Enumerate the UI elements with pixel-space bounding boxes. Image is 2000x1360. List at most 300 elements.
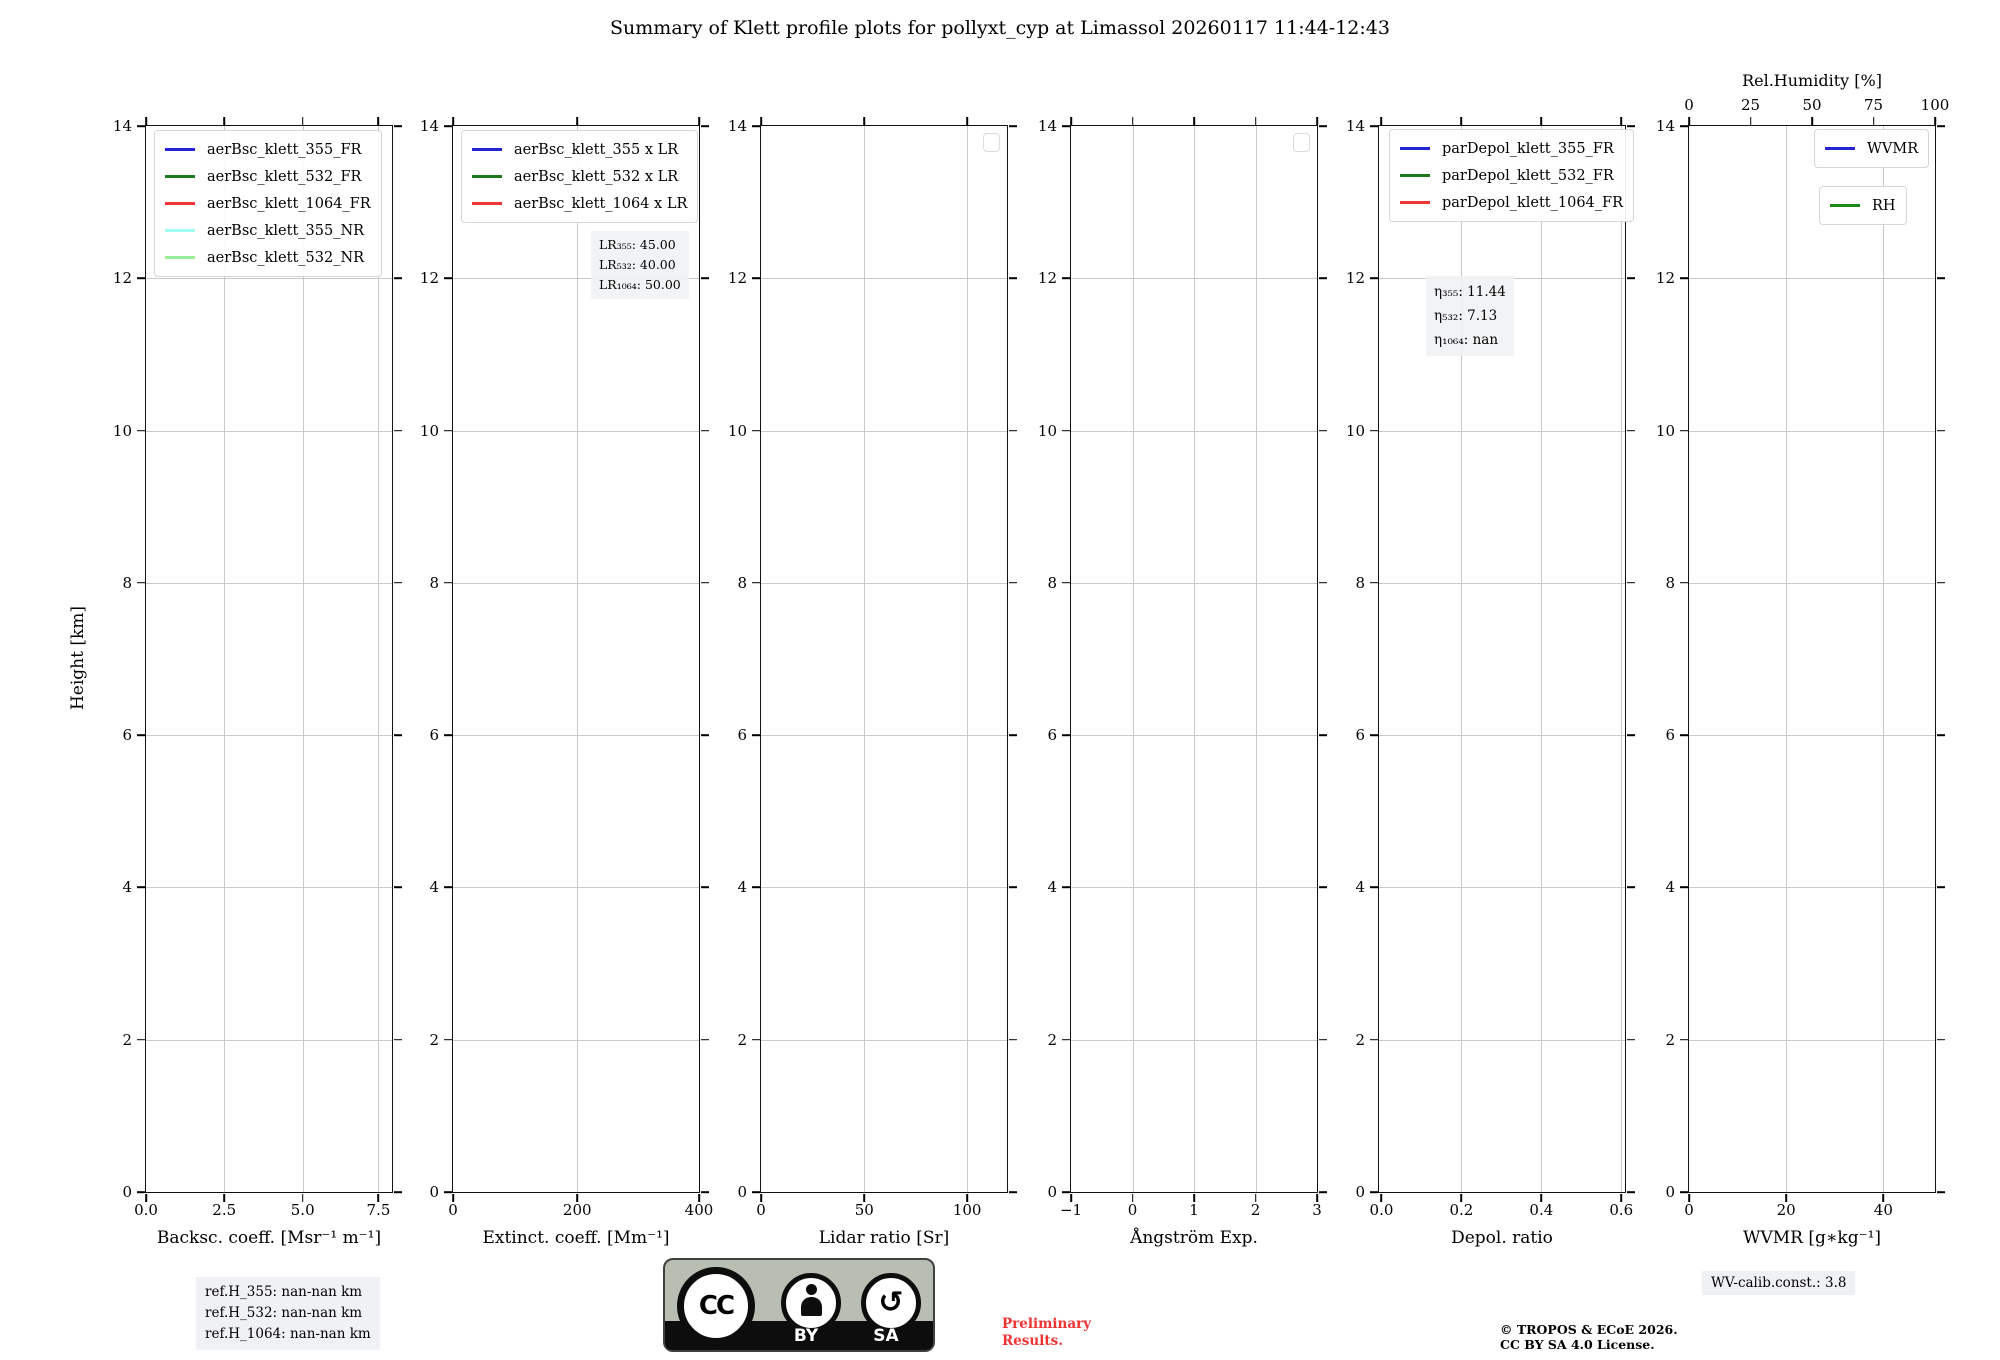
y-tick-mark: [1009, 125, 1017, 127]
y-tick-mark: [1062, 125, 1070, 127]
gridline-vertical: [1133, 126, 1134, 1192]
x-tick-mark-top: [1193, 117, 1195, 125]
y-tick-mark: [394, 734, 402, 736]
y-tick-mark: [752, 430, 760, 432]
gridline-horizontal: [761, 735, 1007, 736]
gridline-horizontal: [146, 583, 392, 584]
x-tick-mark-top: [576, 117, 578, 125]
x-tick-mark-top: [1750, 117, 1752, 125]
y-tick-label: 14: [727, 117, 747, 135]
legend-item: [472, 190, 687, 217]
legend-line-swatch: [472, 148, 502, 151]
gridline-horizontal: [1379, 735, 1625, 736]
y-tick-mark: [1009, 582, 1017, 584]
y-tick-label: 12: [1655, 269, 1675, 288]
y-tick-mark: [1319, 277, 1327, 279]
gridline-vertical: [864, 126, 865, 1192]
legend-item-label: aerBsc_klett_1064_FR: [207, 195, 371, 212]
gridline-horizontal: [1379, 583, 1625, 584]
y-tick-mark: [394, 1191, 402, 1193]
y-tick-mark: [701, 1191, 709, 1193]
x-tick-mark-top: [223, 117, 225, 125]
x-tick-mark-top: [1255, 117, 1257, 125]
legend-item: [1825, 135, 1918, 162]
y-tick-label: 2: [122, 1030, 132, 1049]
wv-calibration-annotation: WV-calib.const.: 3.8: [1702, 1271, 1855, 1295]
y-tick-mark: [1062, 734, 1070, 736]
subplot-backscatter: [112, 117, 393, 1248]
y-tick-label: 8: [429, 573, 439, 592]
y-tick-mark: [752, 887, 760, 889]
y-tick-label: 0: [1047, 1183, 1057, 1201]
subplot-wvmr: [1655, 71, 1950, 1248]
legend-box: [1819, 186, 1907, 225]
gridline-horizontal: [761, 431, 1007, 432]
reference-height-annotation: [196, 1277, 380, 1350]
x-tick-mark-top: [1811, 117, 1813, 125]
y-tick-mark: [701, 1039, 709, 1041]
legend-line-swatch: [165, 148, 195, 151]
legend-item: [165, 217, 371, 244]
y-tick-label: 10: [1655, 421, 1675, 440]
gridline-horizontal: [453, 1040, 699, 1041]
y-tick-mark: [752, 1191, 760, 1193]
gridline-horizontal: [761, 278, 1007, 279]
cc-sharealike-icon: ↺: [861, 1273, 921, 1333]
legend-item: [1400, 135, 1623, 162]
legend-box: [154, 130, 382, 277]
annotation-line: LR₃₅₅: 45.00: [599, 237, 676, 252]
x-tick-mark-top: [760, 117, 762, 125]
cc-sa-label: SA: [873, 1326, 899, 1346]
legend-item-label: WVMR: [1867, 140, 1919, 157]
x-tick-label: 20: [1776, 1201, 1796, 1219]
y-tick-label: 14: [1037, 117, 1057, 135]
legend-item: [165, 163, 371, 190]
legend-item-label: aerBsc_klett_355_FR: [207, 141, 362, 158]
y-tick-mark: [1009, 1191, 1017, 1193]
gridline-horizontal: [761, 583, 1007, 584]
legend-item-label: parDepol_klett_1064_FR: [1442, 194, 1624, 211]
y-tick-label: 14: [1655, 117, 1675, 135]
top-tick-label: 100: [1920, 96, 1950, 114]
y-tick-label: 0: [737, 1183, 747, 1201]
legend-item: [472, 136, 687, 163]
y-tick-mark: [701, 734, 709, 736]
y-tick-mark: [1370, 125, 1378, 127]
legend-item: [472, 163, 687, 190]
x-tick-mark-top: [302, 117, 304, 125]
gridline-vertical: [577, 126, 578, 1192]
y-tick-mark: [1319, 125, 1327, 127]
y-tick-mark: [1627, 1039, 1635, 1041]
annotation-line: LR₅₃₂: 40.00: [599, 257, 676, 272]
y-tick-label: 2: [1665, 1030, 1675, 1049]
y-tick-mark: [1627, 582, 1635, 584]
gridline-vertical: [1621, 126, 1622, 1192]
gridline-horizontal: [761, 887, 1007, 888]
legend-item: [165, 244, 371, 271]
y-tick-mark: [444, 125, 452, 127]
y-tick-mark: [137, 277, 145, 279]
gridline-horizontal: [146, 887, 392, 888]
gridline-horizontal: [1689, 583, 1935, 584]
x-axis-label: WVMR [g∗kg⁻¹]: [1742, 1228, 1882, 1248]
subplot-lidar-ratio: [727, 117, 1008, 1248]
legend-item-label: aerBsc_klett_355 x LR: [514, 141, 679, 158]
y-tick-label: 10: [1345, 421, 1365, 440]
y-tick-mark: [1319, 1039, 1327, 1041]
y-tick-mark: [1627, 430, 1635, 432]
y-tick-mark: [444, 582, 452, 584]
gridline-vertical: [1883, 126, 1884, 1192]
y-tick-mark: [394, 887, 402, 889]
x-tick-label: 0: [448, 1201, 458, 1219]
y-tick-mark: [1680, 277, 1688, 279]
y-tick-mark: [701, 277, 709, 279]
y-tick-label: 12: [419, 269, 439, 288]
subplot-angstrom: [1037, 117, 1322, 1248]
y-tick-mark: [701, 125, 709, 127]
legend-line-swatch: [1830, 204, 1860, 207]
y-tick-label: 4: [737, 878, 747, 897]
gridline-horizontal: [146, 431, 392, 432]
gridline-vertical: [967, 126, 968, 1192]
y-tick-label: 2: [429, 1030, 439, 1049]
gridline-vertical: [224, 126, 225, 1192]
y-tick-label: 8: [737, 573, 747, 592]
gridline-horizontal: [453, 583, 699, 584]
legend-line-swatch: [472, 202, 502, 205]
legend-item-label: RH: [1872, 197, 1896, 214]
y-tick-mark: [444, 887, 452, 889]
x-tick-label: 0.4: [1529, 1201, 1554, 1219]
y-tick-mark: [1319, 582, 1327, 584]
y-tick-mark: [444, 430, 452, 432]
y-tick-mark: [444, 277, 452, 279]
annotation-line: η₅₃₂: 7.13: [1434, 308, 1498, 324]
y-tick-mark: [1009, 1039, 1017, 1041]
y-tick-mark: [137, 887, 145, 889]
legend-line-swatch: [165, 229, 195, 232]
y-tick-label: 6: [1355, 726, 1365, 745]
gridline-horizontal: [453, 431, 699, 432]
y-tick-mark: [1009, 430, 1017, 432]
legend-line-swatch: [472, 175, 502, 178]
y-tick-label: 14: [1345, 117, 1365, 135]
y-tick-label: 4: [1047, 878, 1057, 897]
gridline-horizontal: [1689, 735, 1935, 736]
y-tick-mark: [1937, 430, 1945, 432]
y-tick-mark: [1937, 887, 1945, 889]
y-tick-mark: [394, 1039, 402, 1041]
x-tick-label: 0.0: [134, 1201, 158, 1219]
y-tick-label: 10: [112, 421, 132, 440]
gridline-vertical: [1256, 126, 1257, 1192]
legend-line-swatch: [165, 202, 195, 205]
top-tick-label: 75: [1863, 96, 1884, 114]
gridline-vertical: [378, 126, 379, 1192]
x-axis-label: Extinct. coeff. [Mm⁻¹]: [482, 1228, 670, 1248]
y-tick-mark: [137, 582, 145, 584]
y-tick-mark: [1370, 1191, 1378, 1193]
y-tick-label: 10: [727, 421, 747, 440]
x-tick-label: 0: [1684, 1201, 1694, 1219]
y-axis-label: Height [km]: [68, 605, 88, 711]
cc-logo-icon: CC: [677, 1267, 755, 1345]
y-tick-mark: [1370, 430, 1378, 432]
y-tick-mark: [444, 734, 452, 736]
ref-height-355: ref.H_355: nan-nan km: [205, 1284, 363, 1300]
x-tick-mark-top: [1621, 117, 1623, 125]
y-tick-label: 0: [122, 1183, 132, 1201]
y-tick-mark: [1319, 734, 1327, 736]
y-tick-mark: [1627, 734, 1635, 736]
legend-line-swatch: [1400, 201, 1430, 204]
legend-item: [1400, 162, 1623, 189]
y-tick-label: 4: [122, 878, 132, 897]
gridline-horizontal: [146, 735, 392, 736]
y-tick-label: 0: [429, 1183, 439, 1201]
x-axis-label: Depol. ratio: [1451, 1228, 1553, 1248]
x-tick-label: 50: [854, 1201, 874, 1219]
legend-line-swatch: [1825, 147, 1855, 150]
y-tick-label: 14: [112, 117, 132, 135]
figure-title: Summary of Klett profile plots for pollyxt_cyp at Limassol 20260117 11:44-12:43: [610, 17, 1390, 39]
legend-box: [1814, 129, 1929, 168]
gridline-horizontal: [146, 278, 392, 279]
x-tick-mark-top: [1541, 117, 1543, 125]
y-tick-mark: [1680, 734, 1688, 736]
y-tick-mark: [701, 430, 709, 432]
legend-item: [1830, 192, 1896, 219]
ref-height-532: ref.H_532: nan-nan km: [205, 1305, 363, 1321]
y-tick-mark: [394, 125, 402, 127]
y-tick-label: 12: [1037, 269, 1057, 288]
y-tick-label: 6: [122, 726, 132, 745]
y-tick-mark: [1627, 277, 1635, 279]
x-tick-label: −1: [1059, 1201, 1083, 1219]
x-tick-label: 0: [756, 1201, 766, 1219]
x-tick-label: 200: [562, 1201, 592, 1219]
x-tick-label: 40: [1873, 1201, 1893, 1219]
y-tick-mark: [1370, 887, 1378, 889]
top-tick-label: 50: [1802, 96, 1822, 114]
y-tick-label: 12: [1345, 269, 1365, 288]
legend-item-label: aerBsc_klett_532_FR: [207, 168, 362, 185]
legend-item-label: aerBsc_klett_355_NR: [207, 222, 365, 239]
y-tick-label: 6: [429, 726, 439, 745]
y-tick-mark: [1937, 582, 1945, 584]
legend-line-swatch: [165, 175, 195, 178]
y-tick-label: 10: [419, 421, 439, 440]
y-tick-label: 10: [1037, 421, 1057, 440]
gridline-horizontal: [453, 887, 699, 888]
gridline-vertical: [1194, 126, 1195, 1192]
copyright-note: © TROPOS & ECoE 2026. CC BY SA 4.0 License.: [1500, 1322, 1678, 1352]
gridline-horizontal: [1379, 431, 1625, 432]
y-tick-mark: [1680, 430, 1688, 432]
x-tick-mark-top: [452, 117, 454, 125]
gridline-vertical: [1541, 126, 1542, 1192]
x-tick-mark-top: [1934, 117, 1936, 125]
legend-line-swatch: [165, 256, 195, 259]
top-axis-label: Rel.Humidity [%]: [1742, 71, 1882, 90]
x-tick-label: 0.0: [1369, 1201, 1394, 1219]
subplot-depol-ratio: [1345, 117, 1634, 1248]
y-tick-label: 8: [122, 573, 132, 592]
cc-attribution-icon: [781, 1273, 841, 1333]
annotation-line: η₃₅₅: 11.44: [1434, 284, 1506, 300]
x-tick-label: 400: [684, 1201, 714, 1219]
y-tick-mark: [1009, 887, 1017, 889]
x-tick-mark-top: [1132, 117, 1134, 125]
legend-item-label: aerBsc_klett_532 x LR: [514, 168, 679, 185]
y-tick-mark: [1627, 1191, 1635, 1193]
y-tick-label: 8: [1355, 573, 1365, 592]
gridline-horizontal: [1689, 278, 1935, 279]
legend-line-swatch: [1400, 147, 1430, 150]
ref-height-1064: ref.H_1064: nan-nan km: [205, 1326, 371, 1342]
x-tick-label: 1: [1189, 1201, 1199, 1219]
gridline-horizontal: [146, 1040, 392, 1041]
y-tick-label: 8: [1047, 573, 1057, 592]
y-tick-mark: [1680, 887, 1688, 889]
legend-item: [1400, 189, 1623, 216]
y-tick-label: 12: [112, 269, 132, 288]
top-tick-label: 0: [1684, 96, 1694, 114]
gridline-vertical: [1786, 126, 1787, 1192]
x-axis-label: Ångström Exp.: [1130, 1228, 1258, 1248]
legend-item-label: aerBsc_klett_532_NR: [207, 249, 365, 266]
x-tick-mark-top: [1461, 117, 1463, 125]
legend-box: [1389, 129, 1634, 222]
y-tick-mark: [444, 1039, 452, 1041]
y-tick-label: 6: [737, 726, 747, 745]
y-tick-mark: [1319, 1191, 1327, 1193]
x-tick-label: 2.5: [212, 1201, 237, 1219]
annotation-line: LR₁₀₆₄: 50.00: [599, 277, 681, 292]
y-tick-mark: [701, 582, 709, 584]
y-tick-mark: [1937, 1191, 1945, 1193]
gridline-horizontal: [1689, 887, 1935, 888]
gridline-horizontal: [1379, 1040, 1625, 1041]
y-tick-mark: [1370, 582, 1378, 584]
y-tick-mark: [752, 1039, 760, 1041]
empty-legend-box: [1293, 133, 1310, 152]
x-tick-mark-top: [1070, 117, 1072, 125]
y-tick-label: 4: [429, 878, 439, 897]
y-tick-mark: [752, 125, 760, 127]
y-tick-label: 0: [1665, 1183, 1675, 1201]
y-tick-mark: [1680, 1039, 1688, 1041]
x-tick-mark-top: [864, 117, 866, 125]
x-axis-label: Backsc. coeff. [Msr⁻¹ m⁻¹]: [156, 1228, 382, 1248]
y-tick-mark: [1370, 734, 1378, 736]
y-tick-label: 6: [1047, 726, 1057, 745]
y-tick-mark: [701, 887, 709, 889]
y-tick-mark: [137, 125, 145, 127]
annotation-line: η₁₀₆₄: nan: [1434, 332, 1499, 348]
y-tick-label: 0: [1355, 1183, 1365, 1201]
y-tick-label: 6: [1665, 726, 1675, 745]
gridline-horizontal: [453, 735, 699, 736]
y-tick-mark: [137, 430, 145, 432]
y-tick-mark: [1680, 125, 1688, 127]
y-tick-mark: [752, 734, 760, 736]
y-tick-mark: [1062, 582, 1070, 584]
y-tick-label: 4: [1355, 878, 1365, 897]
y-tick-mark: [1937, 125, 1945, 127]
y-tick-mark: [1680, 582, 1688, 584]
y-tick-label: 2: [1047, 1030, 1057, 1049]
y-tick-mark: [1370, 1039, 1378, 1041]
y-tick-mark: [1062, 430, 1070, 432]
y-tick-label: 2: [1355, 1030, 1365, 1049]
y-tick-mark: [752, 277, 760, 279]
y-tick-label: 8: [1665, 573, 1675, 592]
top-tick-label: 25: [1740, 96, 1761, 114]
legend-box: [461, 130, 698, 223]
y-tick-mark: [1319, 430, 1327, 432]
y-tick-label: 14: [419, 117, 439, 135]
gridline-horizontal: [1689, 431, 1935, 432]
x-tick-label: 0.6: [1609, 1201, 1634, 1219]
y-tick-mark: [1370, 277, 1378, 279]
legend-item-label: parDepol_klett_355_FR: [1442, 140, 1614, 157]
y-tick-mark: [1009, 277, 1017, 279]
subplot-extinction: [419, 117, 714, 1248]
y-tick-mark: [394, 582, 402, 584]
gridline-vertical: [303, 126, 304, 1192]
annotation-box: [1426, 276, 1514, 356]
y-tick-mark: [1627, 125, 1635, 127]
y-tick-mark: [1062, 277, 1070, 279]
y-tick-mark: [444, 1191, 452, 1193]
y-tick-mark: [394, 277, 402, 279]
legend-item-label: parDepol_klett_532_FR: [1442, 167, 1614, 184]
gridline-horizontal: [761, 1040, 1007, 1041]
x-tick-mark-top: [1381, 117, 1383, 125]
y-tick-mark: [1937, 277, 1945, 279]
y-tick-mark: [1062, 1039, 1070, 1041]
y-tick-label: 2: [737, 1030, 747, 1049]
y-tick-mark: [1062, 887, 1070, 889]
legend-item: [165, 136, 371, 163]
y-tick-mark: [1627, 887, 1635, 889]
empty-legend-box: [983, 133, 1000, 152]
x-tick-label: 3: [1312, 1201, 1322, 1219]
preliminary-results-note: Preliminary Results.: [1002, 1316, 1092, 1349]
annotation-box: [591, 231, 689, 299]
x-tick-label: 100: [952, 1201, 982, 1219]
gridline-horizontal: [1689, 1040, 1935, 1041]
cc-by-label: BY: [793, 1326, 819, 1346]
x-tick-label: 2: [1250, 1201, 1261, 1219]
y-tick-mark: [1062, 1191, 1070, 1193]
x-tick-mark-top: [1873, 117, 1875, 125]
y-tick-mark: [394, 430, 402, 432]
gridline-horizontal: [1379, 887, 1625, 888]
y-tick-mark: [137, 734, 145, 736]
x-tick-mark-top: [698, 117, 700, 125]
y-tick-mark: [137, 1191, 145, 1193]
legend-line-swatch: [1400, 174, 1430, 177]
y-tick-mark: [752, 582, 760, 584]
x-axis-label: Lidar ratio [Sr]: [818, 1228, 950, 1248]
x-tick-mark-top: [378, 117, 380, 125]
y-tick-label: 4: [1665, 878, 1675, 897]
